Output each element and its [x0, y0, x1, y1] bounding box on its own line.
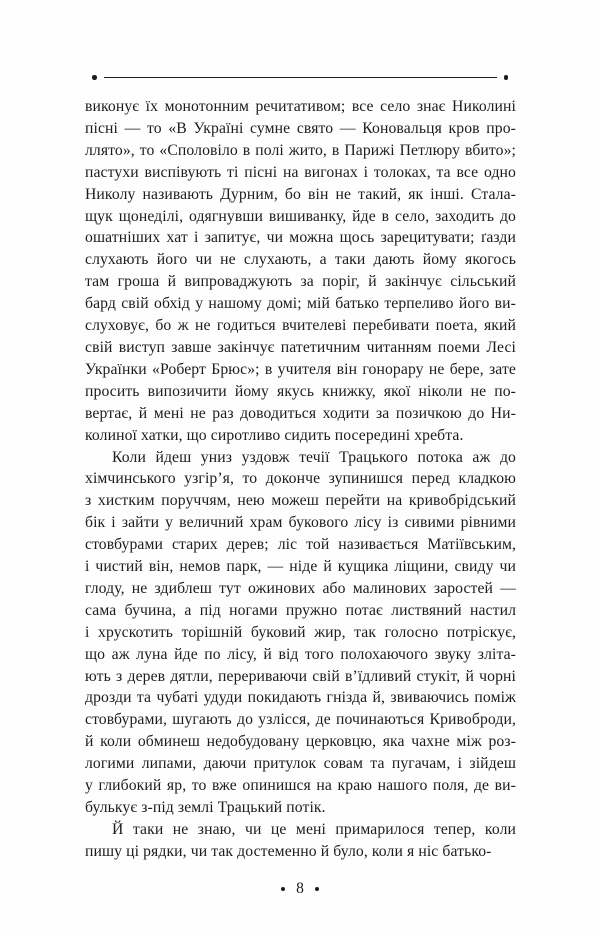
text-line: і чистий він, немов парк, — ніде й кущика ліщини, свиду чи	[85, 558, 516, 576]
text-line: колиної хатки, що сиротливо сидить посередині хребта.	[85, 426, 464, 444]
text-line: Й таки не знаю, чи це мені примарилося тепер, коли	[112, 820, 516, 838]
text-line: з хистким поруччям, нею можеш перейти на кривобрідський	[85, 492, 516, 510]
top-ornament	[92, 75, 508, 80]
text-line: глоду, не здиблеш тут ожинових або малинових заростей —	[85, 579, 516, 597]
ornament-rule	[104, 77, 497, 78]
paragraph	[85, 447, 516, 819]
footer-left-dot-icon	[281, 887, 285, 891]
text-line: слухають його чи не слухають, а таки дають йому якогось	[85, 251, 516, 269]
text-line: бард свій обхід у нашому домі; мій батько терпеливо його ви-	[85, 295, 516, 313]
page-text	[85, 96, 516, 863]
text-line: і хрускотить торішній буковий жир, так голосно потріскує,	[85, 623, 516, 641]
text-line: булькує з-під землі Трацький потік.	[85, 799, 326, 816]
text-line: бік і зайти у величний храм букового лісу із сивими рівними	[85, 514, 516, 532]
text-line: виконує їх монотонним речитативом; все село знає Николині	[85, 98, 516, 115]
ornament-right-dot-icon	[504, 75, 509, 80]
text-line: щук щонеділі, одягнувши вишиванку, йде в село, заходить до	[85, 207, 516, 225]
text-line: сама бучина, а під ногами пружно потає листвяний настил	[85, 601, 516, 619]
paragraph	[85, 96, 516, 447]
text-line: Українки «Роберт Брюс»; в учителя він гонорару не бере, зате	[85, 360, 516, 378]
paragraph	[85, 819, 516, 863]
footer-right-dot-icon	[315, 887, 319, 891]
text-line: ошатніших хат і запитує, чи можна щось зарецитувати; ґазди	[85, 229, 516, 247]
text-line: ють з дерев дятли, перериваючи свій в’їдливий стукіт, й чорні	[85, 667, 516, 685]
text-line: й коли обминеш недобудовану церковцю, яка чахне між роз-	[85, 733, 516, 751]
text-line: пастухи виспівують ті пісні на вигонах і толоках, та все одно	[85, 163, 516, 181]
text-line: пишу ці рядки, чи так достеменно й було, коли я ніс батько-	[85, 842, 492, 860]
page-footer	[0, 880, 600, 898]
text-line: там гроша й випроваджують за поріг, й закінчує сільський	[85, 273, 516, 291]
text-line: стовбурами, шугають до узлісся, де починаються Кривоброди,	[85, 711, 516, 729]
text-line: стовбурами старих дерев; ліс той називається Матіївським,	[85, 536, 516, 554]
text-line: у глибокий яр, то вже опинишся на краю нашого поля, де ви-	[85, 777, 516, 795]
text-line: ллято», то «Споловіло в полі жито, в Парижі Петлюру вбито»;	[85, 141, 516, 159]
ornament-left-dot-icon	[92, 75, 97, 80]
text-line: Коли йдеш униз уздовж течії Трацького потока аж до	[112, 448, 516, 466]
text-line: дрозди та чубаті удуди покидають гнізда й, звиваючись поміж	[85, 689, 516, 707]
text-line: свій виступ завше закінчує патетичним читанням поеми Лесі	[85, 338, 516, 356]
text-line: слуховує, бо ж не годиться вчителеві перебивати поета, який	[85, 317, 516, 335]
text-line: пісні — то «В Україні сумне свято — Коновальця кров про-	[85, 119, 516, 137]
text-line: просить випозичити йому якусь книжку, якої ніколи не по-	[85, 382, 516, 400]
page-number: 8	[296, 880, 304, 897]
text-line: хімчинського узгір’я, то доконче зупинишся перед кладкою	[85, 470, 516, 488]
text-line: логими липами, даючи притулок совам та пугачам, і зійдеш	[85, 755, 516, 773]
text-line: вертає, й мені не раз доводиться ходити за позичкою до Ни-	[85, 404, 516, 422]
text-line: Николу називають Дурним, бо він не такий, як інші. Стала-	[85, 185, 516, 203]
text-line: що аж луна йде по лісу, й від того полохаючого звуку зліта-	[85, 645, 516, 663]
